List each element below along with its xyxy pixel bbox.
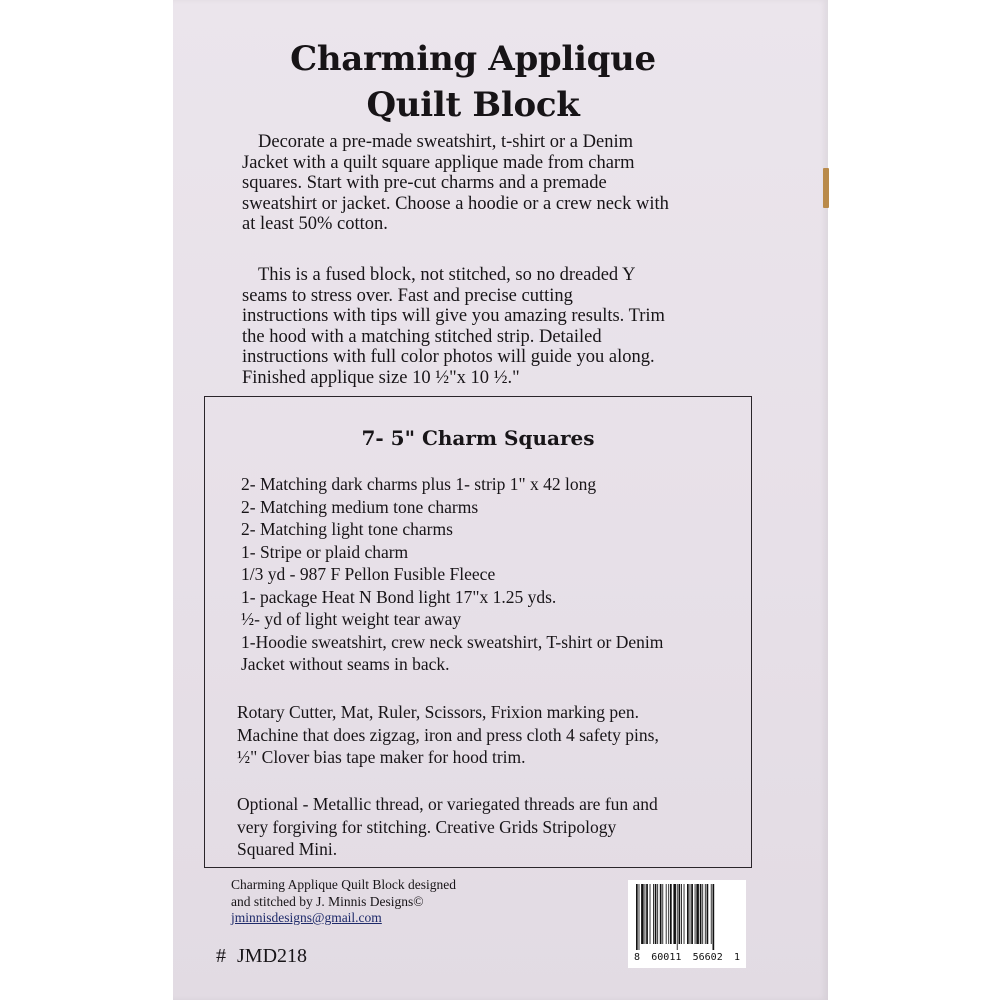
barcode-digit-group: 60011	[651, 952, 682, 963]
tools-line: ½" Clover bias tape maker for hood trim.	[237, 747, 526, 767]
details-line: Finished applique size 10 ½"x 10 ½."	[242, 367, 520, 388]
barcode-bar	[650, 884, 651, 944]
optional-paragraph	[237, 793, 658, 861]
supply-item: 1- Stripe or plaid charm	[241, 541, 409, 562]
details-line: the hood with a matching stitched strip. Detailed	[242, 326, 602, 347]
sheet-edge-tab	[823, 168, 829, 208]
page-title: Charming Applique Quilt Block	[290, 39, 656, 125]
barcode-bar	[639, 884, 640, 950]
barcode-bar	[666, 884, 667, 944]
optional-line: Optional - Metallic thread, or variegated threads are fun and	[237, 794, 658, 814]
barcode-bar	[700, 884, 702, 944]
barcode-bar	[657, 884, 658, 944]
supplies-heading: 7- 5" Charm Squares	[361, 426, 595, 450]
barcode-bar	[687, 884, 689, 944]
credits-line: Charming Applique Quilt Block designed	[231, 877, 456, 892]
supplies-list	[241, 473, 663, 676]
details-line: This is a fused block, not stitched, so no dreaded Y	[258, 265, 636, 285]
barcode-bar	[679, 884, 681, 944]
barcode-bar	[670, 884, 672, 944]
details-paragraph	[242, 265, 762, 388]
barcode-bar	[713, 884, 715, 950]
intro-paragraph	[242, 132, 762, 235]
designer-credits	[231, 877, 456, 927]
intro-line: sweatshirt or jacket. Choose a hoodie or a crew neck with	[242, 193, 669, 214]
supply-item: 2- Matching dark charms plus 1- strip 1" x 42 long	[241, 474, 597, 494]
barcode-bar	[677, 884, 678, 950]
barcode-bar	[705, 884, 706, 944]
barcode-bar	[690, 884, 691, 944]
barcode-bar	[660, 884, 662, 944]
barcode-bar	[696, 884, 699, 944]
barcode-icon	[634, 884, 740, 950]
barcode-bar	[691, 884, 693, 944]
barcode-bar	[695, 884, 696, 944]
details-line: instructions with tips will give you amazing results. Trim	[242, 306, 665, 326]
barcode-digit-group: 8	[634, 952, 641, 963]
credits-line: and stitched by J. Minnis Designs©	[231, 893, 424, 909]
barcode-bar	[681, 884, 682, 944]
supply-item: Jacket without seams in back.	[241, 654, 450, 674]
supply-item: 2- Matching light tone charms	[241, 519, 453, 539]
intro-line: squares. Start with pre-cut charms and a premade	[242, 173, 607, 193]
barcode-bar	[645, 884, 646, 944]
barcode-label	[628, 880, 746, 968]
product-sku: # JMD218	[216, 945, 308, 967]
intro-line: Jacket with a quilt square applique made from charm	[242, 152, 635, 173]
details-line: seams to stress over. Fast and precise cutting	[242, 285, 573, 306]
optional-line: Squared Mini.	[237, 839, 338, 859]
barcode-digits	[634, 952, 740, 964]
email-link[interactable]: jminnisdesigns@gmail.com	[231, 910, 382, 925]
barcode-digit-group: 56602	[692, 952, 723, 963]
barcode-bar	[711, 884, 712, 944]
supply-item: 1- package Heat N Bond light 17"x 1.25 yds.	[241, 586, 557, 607]
barcode-bar	[646, 884, 648, 944]
barcode-bar	[655, 884, 657, 944]
barcode-bar	[636, 884, 638, 950]
barcode-digit-group: 1	[733, 952, 740, 963]
intro-line: at least 50% cotton.	[242, 214, 388, 234]
optional-line: very forgiving for stitching. Creative Grids Stripology	[237, 816, 617, 837]
supply-item: ½- yd of light weight tear away	[241, 609, 462, 629]
barcode-bar	[668, 884, 669, 944]
supply-item: 1-Hoodie sweatshirt, crew neck sweatshirt, T-shirt or Denim	[241, 631, 664, 652]
tools-line: Rotary Cutter, Mat, Ruler, Scissors, Frixion marking pen.	[237, 702, 640, 722]
supply-item: 1/3 yd - 987 F Pellon Fusible Fleece	[241, 564, 496, 584]
barcode-bar	[653, 884, 654, 944]
barcode-bar	[702, 884, 703, 944]
barcode-bar	[641, 884, 644, 944]
tools-line: Machine that does zigzag, iron and press cloth 4 safety pins,	[237, 724, 659, 745]
supply-item: 2- Matching medium tone charms	[241, 496, 479, 517]
details-line: instructions with full color photos will guide you along.	[242, 347, 655, 367]
barcode-bar	[662, 884, 663, 944]
supplies-box	[204, 396, 752, 868]
barcode-bar	[684, 884, 685, 944]
barcode-bar	[673, 884, 676, 944]
tools-paragraph	[237, 701, 659, 769]
barcode-bar	[707, 884, 709, 944]
intro-line: Decorate a pre-made sweatshirt, t-shirt or a Denim	[258, 132, 633, 152]
